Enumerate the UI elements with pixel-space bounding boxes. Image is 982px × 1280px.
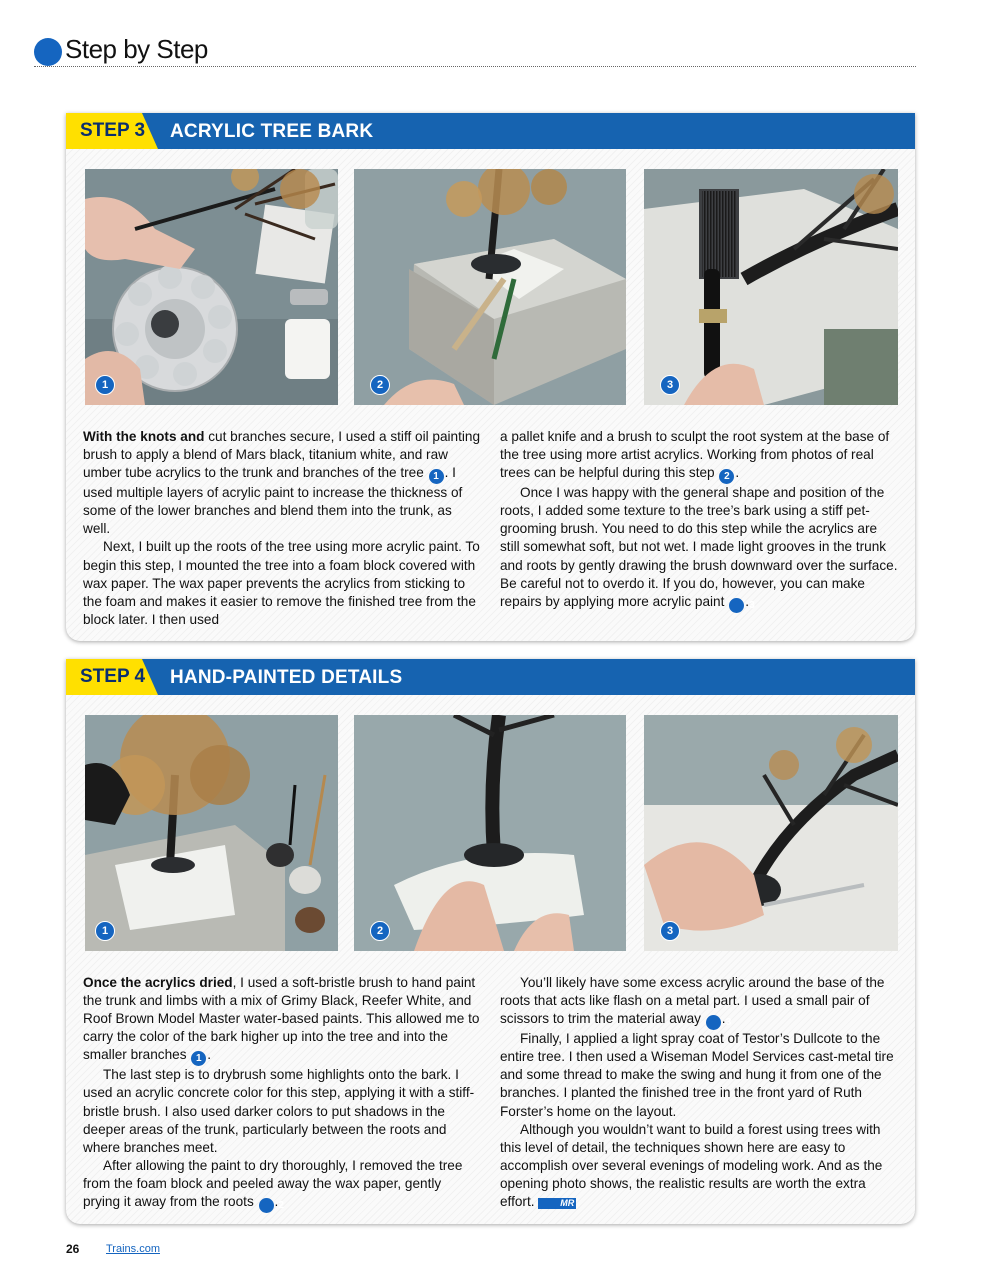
step4-photo-3 — [644, 715, 898, 951]
step3-photo-1-number: 1 — [95, 375, 115, 395]
step3-heading: ACRYLIC TREE BARK — [170, 121, 374, 142]
step3-right-paragraph-2 — [500, 484, 898, 613]
step3-panel — [66, 113, 915, 641]
text-run: . — [721, 1011, 726, 1027]
photo-ref-2: 2 — [259, 1198, 274, 1213]
text-run: . — [207, 1047, 212, 1063]
photo-ref-1: 1 — [429, 469, 444, 484]
step4-heading-bar — [66, 659, 915, 695]
step4-panel — [66, 659, 915, 1224]
text-run: Once I was happy with the general shape and position of the roots, I added some texture to the tree’s bark using a stiff pet-grooming brush. You need to do this step while the acrylics are still somewhat soft, but not wet. I made light grooves in the trunk and roots by gently drawing the brush downward over the surface. Be careful not to overdo it. If you do, however, you can make repairs by applying more acrylic paint — [500, 485, 898, 609]
step4-right-paragraph-3 — [500, 1121, 898, 1211]
text-run: . — [745, 593, 749, 609]
step4-left-paragraph-1 — [83, 974, 481, 1066]
text-run: . — [735, 465, 740, 481]
section-dot-icon — [34, 38, 62, 66]
text-run: You’ll likely have some excess acrylic around the base of the roots that acts like flash on a metal part. I used a small pair of scissors to trim the material away — [500, 975, 885, 1027]
step4-label: STEP 4 — [80, 666, 146, 687]
step3-right-column — [500, 428, 898, 613]
step3-photo-1 — [85, 169, 338, 405]
text-run: , I used a soft-bristle brush to hand paint the trunk and limbs with a mix of Grimy Black, Reefer White, and Roof Brown Model Master water-based paints. This allowed me to carry the color of the bark higher up into the tree and into the smaller branches — [83, 975, 480, 1063]
step4-right-column — [500, 974, 898, 1211]
step3-photo-2 — [354, 169, 626, 405]
step4-left-paragraph-2: The last step is to drybrush some highlights onto the bark. I used an acrylic concrete color for this step, applying it with a stiff-bristle brush. I also used darker colors to put shadows in the deeper areas of the trunk, particularly between the roots and where branches meet. — [83, 1067, 475, 1155]
site-link[interactable]: Trains.com — [106, 1243, 160, 1255]
step3-label: STEP 3 — [80, 120, 146, 141]
step4-left-paragraph-3 — [83, 1157, 481, 1213]
text-run: a pallet knife and a brush to sculpt the root system at the base of the tree using more artist acrylics. Working from photos of real trees can be helpful during this step — [500, 429, 890, 481]
step3-right-paragraph-1 — [500, 428, 898, 484]
text-run: . I used multiple layers of acrylic paint to increase the thickness of some of the lower branches and blend them into the trunk, as well. — [83, 465, 463, 537]
photo-ref-3: 3 — [729, 598, 744, 613]
page-number: 26 — [66, 1242, 80, 1256]
step4-left-column — [83, 974, 481, 1213]
page-footer — [66, 1242, 160, 1256]
step3-photo-2-number: 2 — [370, 375, 390, 395]
end-mark-logo: MR — [538, 1198, 576, 1209]
text-run: After allowing the paint to dry thoroughly, I removed the tree from the foam block and peeled away the wax paper, gently prying it away from the roots — [83, 1157, 463, 1210]
step3-lead-in: With the knots and — [83, 429, 205, 444]
step4-photo-2-number: 2 — [370, 921, 390, 941]
text-run: cut branches secure, I used a stiff oil painting brush to apply a blend of Mars black, titanium white, and raw umber tube acrylics to the trunk and branches of the tree — [83, 429, 481, 481]
section-title: Step by Step — [65, 34, 208, 64]
step3-photo-3 — [644, 169, 898, 405]
step4-lead-in: Once the acrylics dried — [83, 975, 233, 990]
step4-heading: HAND-PAINTED DETAILS — [170, 667, 403, 688]
photo-ref-3: 3 — [706, 1015, 721, 1030]
step4-right-paragraph-2: Finally, I applied a light spray coat of Testor’s Dullcote to the entire tree. I then used a Wiseman Model Services cast-metal tire and some thread to make the swing and hung it from one of the branches. I planted the finished tree in the front yard of Ruth Forster’s home on the layout. — [500, 1031, 894, 1119]
text-run: Although you wouldn’t want to build a forest using trees with this level of detail, the techniques shown here are easy to accomplish over several evenings of modeling work. And as the opening photo shows, the realistic results are worth the extra effort. — [500, 1121, 883, 1210]
step3-left-paragraph-1 — [83, 428, 481, 538]
step3-left-column — [83, 428, 481, 629]
text-run: . — [274, 1194, 279, 1210]
step4-photo-2 — [354, 715, 626, 951]
step4-right-paragraph-1 — [500, 974, 898, 1030]
photo-ref-2: 2 — [719, 469, 734, 484]
photo-ref-1: 1 — [191, 1051, 206, 1066]
step3-heading-bar — [66, 113, 915, 149]
step3-photo-3-number: 3 — [660, 375, 680, 395]
step4-photo-1 — [85, 715, 338, 951]
step4-photo-3-number: 3 — [660, 921, 680, 941]
step3-left-paragraph-2: Next, I built up the roots of the tree using more acrylic paint. To begin this step, I mounted the tree into a foam block covered with wax paper. The wax paper prevents the acrylics from sticking to the foam and makes it easier to remove the finished tree from the block later. I then used — [83, 539, 480, 627]
step4-photo-1-number: 1 — [95, 921, 115, 941]
section-header — [34, 36, 916, 67]
